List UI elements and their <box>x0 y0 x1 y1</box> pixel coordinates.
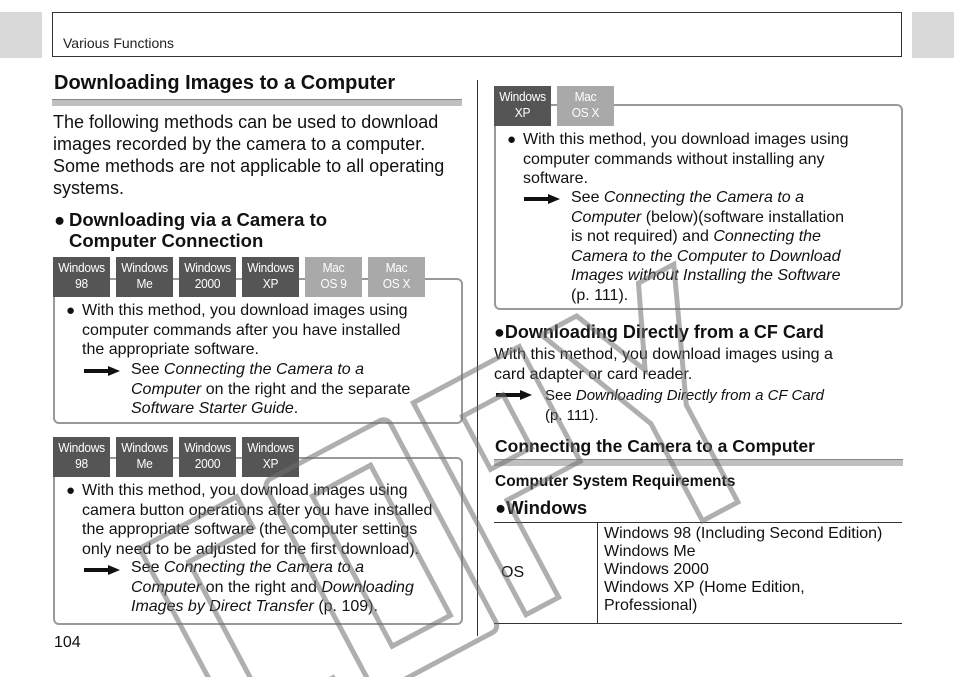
reference-arrow-icon <box>84 565 120 575</box>
connecting-title: Connecting the Camera to a Computer <box>495 436 815 456</box>
table-value-os: Windows 98 (Including Second Edition) Windows Me Windows 2000 Windows XP (Home Edition, Professional) <box>598 523 903 624</box>
page-number: 104 <box>54 634 81 651</box>
cf-card-reference: See Downloading Directly from a CF Card (p. 111). <box>545 387 825 424</box>
bullet-dot-icon: ● <box>66 482 76 499</box>
connecting-rule <box>494 459 903 466</box>
box2-text: With this method, you download images using camera button operations after you have installed the appropriate software (the computer settings only need to be adjusted for the first download). <box>82 482 433 558</box>
reference-arrow-icon <box>496 390 532 400</box>
os-badge: Windows 98 <box>53 257 110 297</box>
box1-reference: See Connecting the Camera to a Computer on the right and the separate Software Starter Guide. <box>131 361 411 417</box>
reference-arrow-icon <box>524 194 560 204</box>
cf-card-heading: ●Downloading Directly from a CF Card <box>494 322 824 342</box>
bullet-dot-icon: ● <box>507 131 517 148</box>
box3-reference: See Connecting the Camera to a Computer (below)(software installation is not required) and Connecting the Camera to the Computer to Download Images without Installing the Software (p. 111). <box>571 189 844 304</box>
column-divider <box>477 80 478 636</box>
side-tab-left <box>0 12 42 58</box>
requirements-table <box>494 522 902 624</box>
side-tab-right <box>912 12 954 58</box>
os-badge: Windows Me <box>116 257 173 297</box>
os-badge: Windows XP <box>242 437 299 477</box>
bullet-dot-icon: ● <box>66 302 76 319</box>
os-badge: Mac OS X <box>368 257 425 297</box>
intro-paragraph: The following methods can be used to download images recorded by the camera to a computer. Some methods are not applicable to all operating systems. <box>53 112 445 198</box>
table-label-os: OS <box>494 523 598 624</box>
reference-arrow-icon <box>84 366 120 376</box>
box3-text: With this method, you download images using computer commands without installing any software. <box>523 131 849 187</box>
subhead-bullet: ● <box>54 209 66 230</box>
os-badge: Windows XP <box>242 257 299 297</box>
os-badge: Mac OS X <box>557 86 614 126</box>
section-title: Downloading Images to a Computer <box>54 72 396 94</box>
os-badge: Windows Me <box>116 437 173 477</box>
subhead-line-2: Computer Connection <box>69 230 264 251</box>
os-badge: Mac OS 9 <box>305 257 362 297</box>
running-header <box>52 12 902 57</box>
os-badge: Windows 2000 <box>179 437 236 477</box>
os-badge: Windows XP <box>494 86 551 126</box>
section-name: Various Functions <box>63 35 175 51</box>
os-badge: Windows 98 <box>53 437 110 477</box>
windows-heading: ●Windows <box>495 497 588 518</box>
cf-card-text: With this method, you download images using a card adapter or card reader. <box>494 346 833 383</box>
subhead-line-1: Downloading via a Camera to <box>69 209 328 230</box>
box2-reference: See Connecting the Camera to a Computer on the right and Downloading Images by Direct Transfer (p. 109). <box>131 559 414 615</box>
title-rule <box>52 99 462 106</box>
os-badge: Windows 2000 <box>179 257 236 297</box>
system-requirements-title: Computer System Requirements <box>495 473 736 490</box>
box1-text: With this method, you download images using computer commands after you have installed the appropriate software. <box>82 302 408 358</box>
